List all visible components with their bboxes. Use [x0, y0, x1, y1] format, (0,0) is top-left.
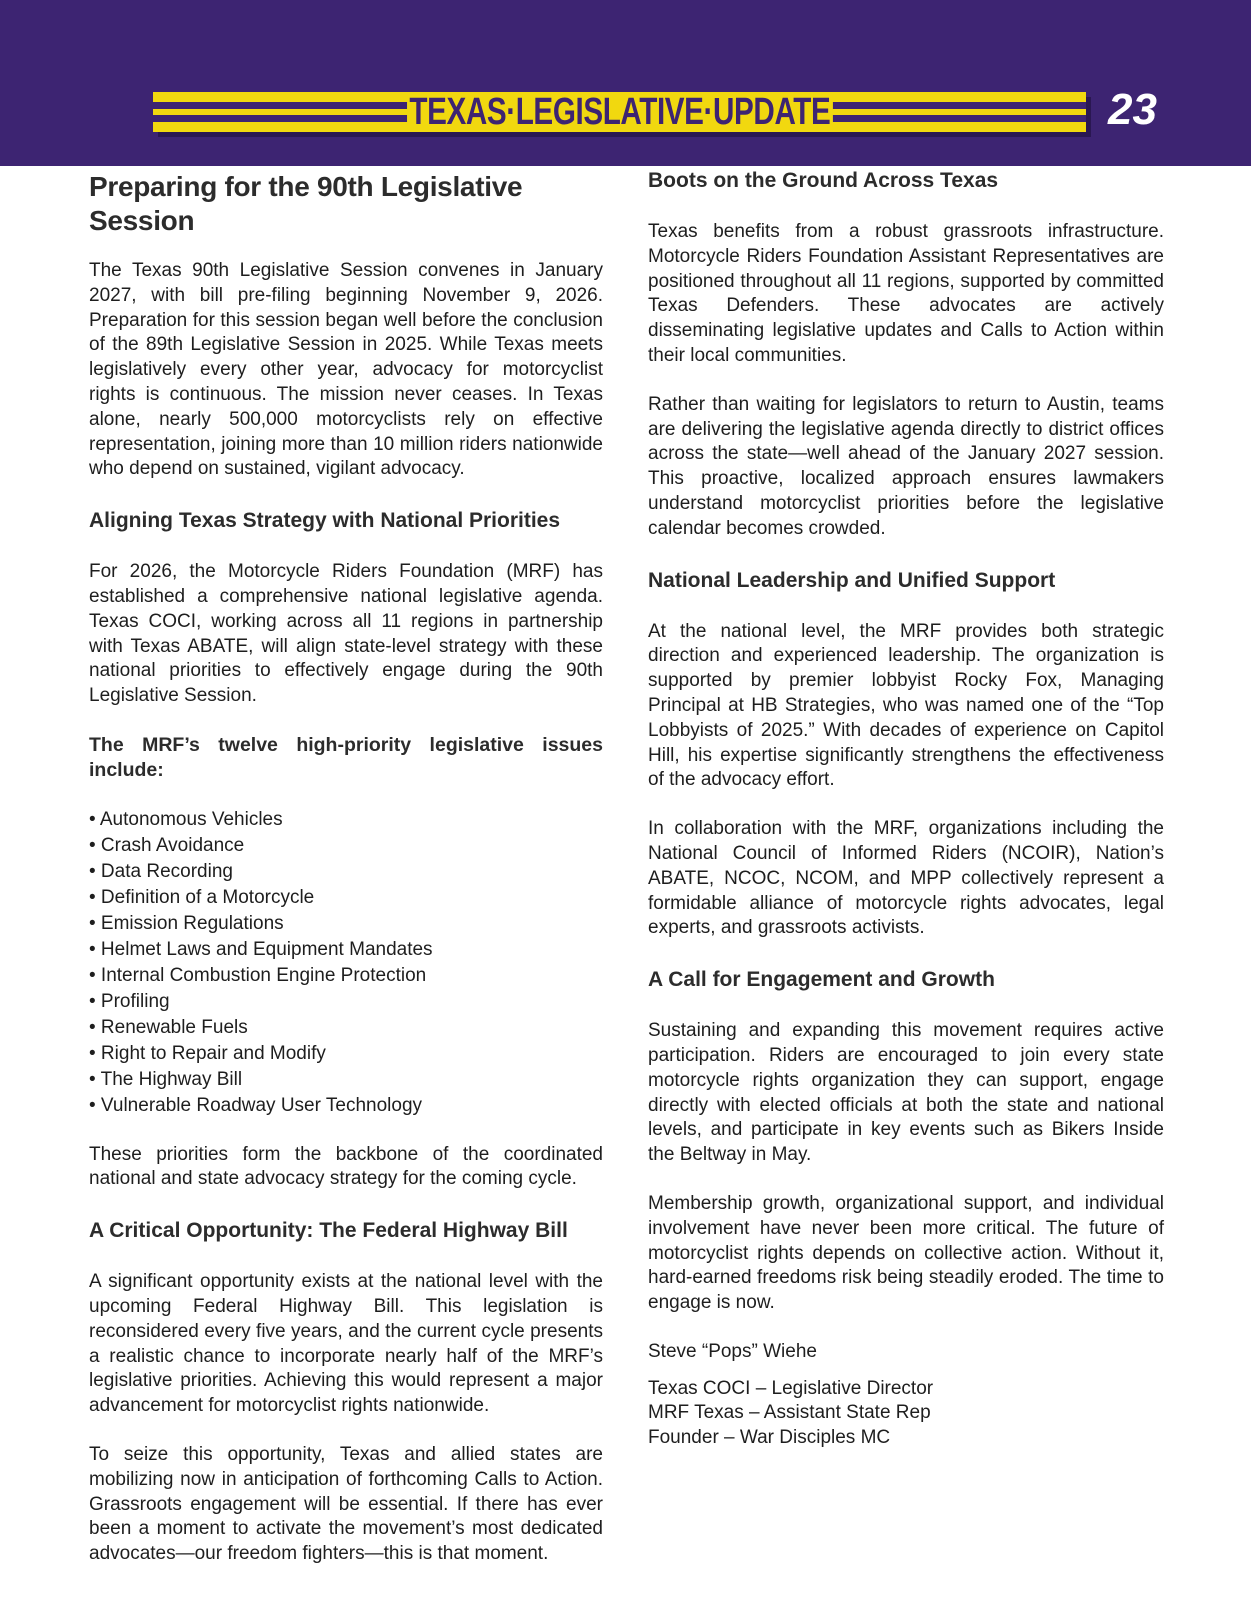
- list-item: • Emission Regulations: [89, 912, 284, 934]
- paragraph-participation: Sustaining and expanding this movement requires active participation. Riders are encouraged to join every state motorcycle rights organization they can support, engage directly with elected officials at both the state and national levels, and participate in key events such as Bikers Inside the Beltway in May.: [648, 1020, 1164, 1166]
- article-heading: Preparing for the 90th Legislative Session: [89, 171, 523, 236]
- author-title: Founder – War Disciples MC: [648, 1427, 891, 1449]
- author-name: Steve “Pops” Wiehe: [648, 1340, 817, 1362]
- paragraph-membership: Membership growth, organizational support, and individual involvement have never been more critical. The future of motorcyclist rights depends on collective action. Without it, hard-earned freedoms risk being steadily eroded. The time to engage is now.: [648, 1192, 1164, 1314]
- author-title: Texas COCI – Legislative Director: [648, 1377, 934, 1399]
- signature-block: [648, 1340, 1164, 1451]
- list-item: • Data Recording: [89, 860, 233, 882]
- paragraph-priorities: These priorities form the backbone of the coordinated national and state advocacy strategy for the coming cycle.: [89, 1143, 603, 1190]
- section-title: TEXAS·LEGISLATIVE·UPDATE: [407, 92, 833, 132]
- list-item: • Profiling: [89, 990, 170, 1012]
- list-item: • Internal Combustion Engine Protection: [89, 964, 427, 986]
- paragraph-district-offices: Rather than waiting for legislators to return to Austin, teams are delivering the legislative agenda directly to district offices across the state—well ahead of the January 2027 session. This proactive, localized approach ensures lawmakers understand motorcyclist priorities before the legislative calendar becomes crowded.: [648, 393, 1164, 539]
- list-item: • The Highway Bill: [89, 1068, 243, 1090]
- subheading-national-leadership: National Leadership and Unified Support: [648, 568, 1056, 592]
- paragraph-leadership: At the national level, the MRF provides both strategic direction and experienced leadership. The organization is supported by premier lobbyist Rocky Fox, Managing Principal at HB Strategies, who was named one of the “Top Lobbyists of 2025.” With decades of experience on Capitol Hill, his expertise significantly strengthens the effectiveness of the advocacy effort.: [648, 620, 1164, 791]
- issues-lead: The MRF’s twelve high-priority legislative issues include:: [89, 733, 603, 781]
- right-column: [648, 168, 1164, 1451]
- list-item: • Vulnerable Roadway User Technology: [89, 1094, 423, 1116]
- author-title: MRF Texas – Assistant State Rep: [648, 1402, 931, 1424]
- subheading-national-priorities: Aligning Texas Strategy with National Priorities: [89, 509, 561, 533]
- subheading-highway-bill: A Critical Opportunity: The Federal Highway Bill: [89, 1219, 568, 1243]
- paragraph-intro: The Texas 90th Legislative Session convenes in January 2027, with bill pre-filing beginning November 9, 2026. Preparation for this session began well before the conclusion of the 89th Legislative Session in 2025. While Texas meets legislatively every other year, advocacy for motorcyclist rights is continuous. The mission never ceases. In Texas alone, nearly 500,000 motorcyclists rely on effective representation, joining more than 10 million riders nationwide who depend on sustained, vigilant advocacy.: [89, 260, 603, 480]
- list-item: • Definition of a Motorcycle: [89, 886, 315, 908]
- title-band: [153, 92, 1086, 132]
- header-banner: [0, 0, 1251, 166]
- left-column: [89, 168, 603, 1567]
- subheading-engagement: A Call for Engagement and Growth: [648, 968, 995, 992]
- subheading-boots-on-ground: Boots on the Ground Across Texas: [648, 169, 999, 192]
- page-number: 23: [1108, 85, 1157, 134]
- paragraph-mobilizing: To seize this opportunity, Texas and allied states are mobilizing now in anticipation of forthcoming Calls to Action. Grassroots engagement will be essential. If there has ever been a moment to activate the movement’s most dedicated advocates—our freedom fighters—this is that moment.: [89, 1443, 603, 1565]
- list-item: • Helmet Laws and Equipment Mandates: [89, 938, 433, 960]
- list-item: • Renewable Fuels: [89, 1016, 248, 1038]
- paragraph-grassroots: Texas benefits from a robust grassroots infrastructure. Motorcycle Riders Foundation Assistant Representatives are positioned throughout all 11 regions, supported by committed Texas Defenders. These advocates are actively disseminating legislative updates and Calls to Action within their local communities.: [648, 221, 1164, 366]
- section-title-wrap: [153, 92, 1086, 132]
- paragraph-collaboration: In collaboration with the MRF, organizations including the National Council of Informed Riders (NCOIR), Nation’s ABATE, NCOC, NCOM, and MPP collectively represent a formidable alliance of motorcycle rights advocates, legal experts, and grassroots activists.: [648, 818, 1164, 939]
- list-item: • Crash Avoidance: [89, 834, 245, 856]
- issues-list: [89, 807, 603, 1119]
- list-item: • Autonomous Vehicles: [89, 808, 283, 830]
- paragraph-mrf-agenda: For 2026, the Motorcycle Riders Foundation (MRF) has established a comprehensive national legislative agenda. Texas COCI, working across all 11 regions in partnership with Texas ABATE, will align state-level strategy with these national priorities to effectively engage during the 90th Legislative Session.: [89, 561, 603, 707]
- list-item: • Right to Repair and Modify: [89, 1042, 326, 1064]
- paragraph-highway-bill: A significant opportunity exists at the national level with the upcoming Federal Highway Bill. This legislation is reconsidered every five years, and the current cycle presents a realistic chance to incorporate nearly half of the MRF’s legislative priorities. Achieving this would represent a major advancement for motorcyclist rights nationwide.: [89, 1271, 603, 1417]
